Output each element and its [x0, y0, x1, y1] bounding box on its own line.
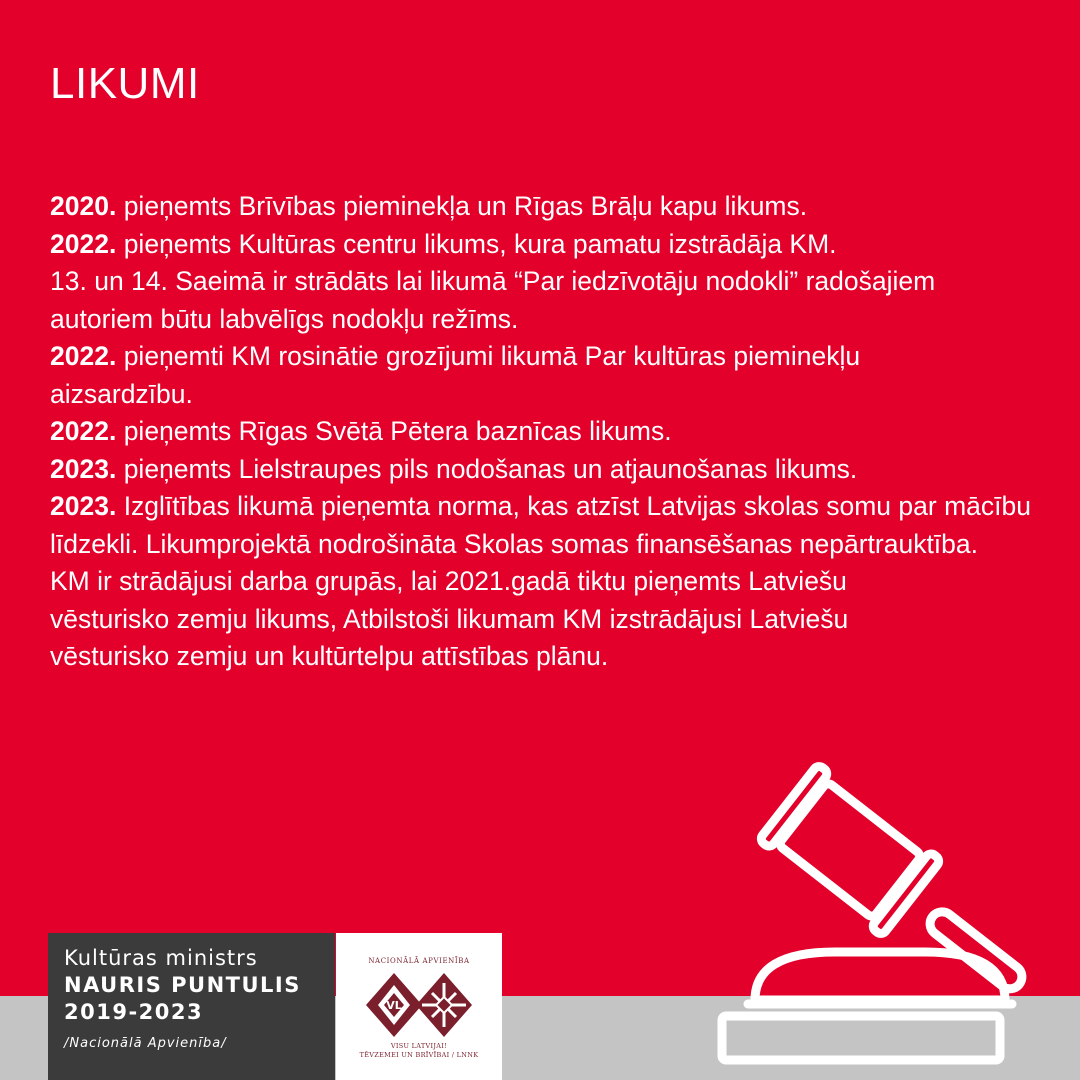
law-text: Izglītības likumā pieņemta norma, kas atzīst Latvijas skolas somu par mācību līdzekli. Likumprojektā nodrošināta Skolas somas finansēšanas nepārtrauktība. [50, 491, 1031, 559]
law-text: pieņemts Kultūras centru likums, kura pamatu izstrādāja KM. [116, 228, 837, 259]
law-text: pieņemts Lielstraupes pils nodošanas un atjaunošanas likums. [116, 453, 858, 484]
minister-party: /Nacionālā Apvienība/ [64, 1036, 227, 1051]
laws-list [50, 188, 1060, 676]
law-year: 2023. [50, 491, 117, 521]
page-title: LIKUMI [50, 59, 200, 108]
law-text: 13. un 14. Saeimā ir strādāts lai likumā “Par iedzīvotāju nodokli” radošajiem autoriem būtu labvēlīgs nodokļu režīms. [50, 266, 936, 334]
law-year: 2023. [50, 453, 117, 484]
law-entry [50, 488, 1050, 563]
law-year: 2022. [50, 416, 117, 446]
law-entry [50, 188, 1060, 226]
law-text: pieņemts Rīgas Svētā Pētera baznīcas likums. [116, 416, 672, 446]
minister-name: NAURIS PUNTULIS [64, 973, 301, 997]
logo-emblem-text: VL [386, 999, 402, 1012]
logo-bottom-text-1: VISU LATVIJAI! [390, 1042, 448, 1050]
law-text: pieņemti KM rosinātie grozījumi likumā Par kultūras pieminekļu aizsardzību. [50, 341, 861, 409]
law-entry [50, 563, 930, 676]
minister-role: Kultūras ministrs [64, 946, 258, 970]
law-year: 2022. [50, 341, 117, 371]
logo-emblem-icon [364, 971, 474, 1039]
law-entry [50, 263, 1030, 338]
minister-years: 2019-2023 [64, 1000, 204, 1024]
logo-top-text: NACIONĀLĀ APVIENĪBA [368, 957, 470, 965]
logo-bottom-text-2: TĒVZEMEI UN BRĪVĪBAI / LNNK [359, 1051, 479, 1059]
law-year: 2020. [50, 191, 117, 221]
law-year: 2022. [50, 228, 117, 259]
law-text: KM ir strādājusi darba grupās, lai 2021.gadā tiktu pieņemts Latviešu vēsturisko zemju likums, Atbilstoši likumam KM izstrādājusi Latviešu vēsturisko zemju un kultūrtelpu attīstības plānu. [50, 566, 849, 671]
law-entry [50, 338, 930, 413]
party-logo [336, 933, 502, 1080]
gavel-icon [700, 760, 1030, 1080]
law-text: pieņemts Brīvības pieminekļa un Rīgas Brāļu kapu likums. [116, 191, 808, 221]
law-entry [50, 413, 1060, 451]
minister-card [48, 933, 335, 1080]
law-entry [50, 451, 970, 489]
law-entry [50, 226, 1060, 264]
